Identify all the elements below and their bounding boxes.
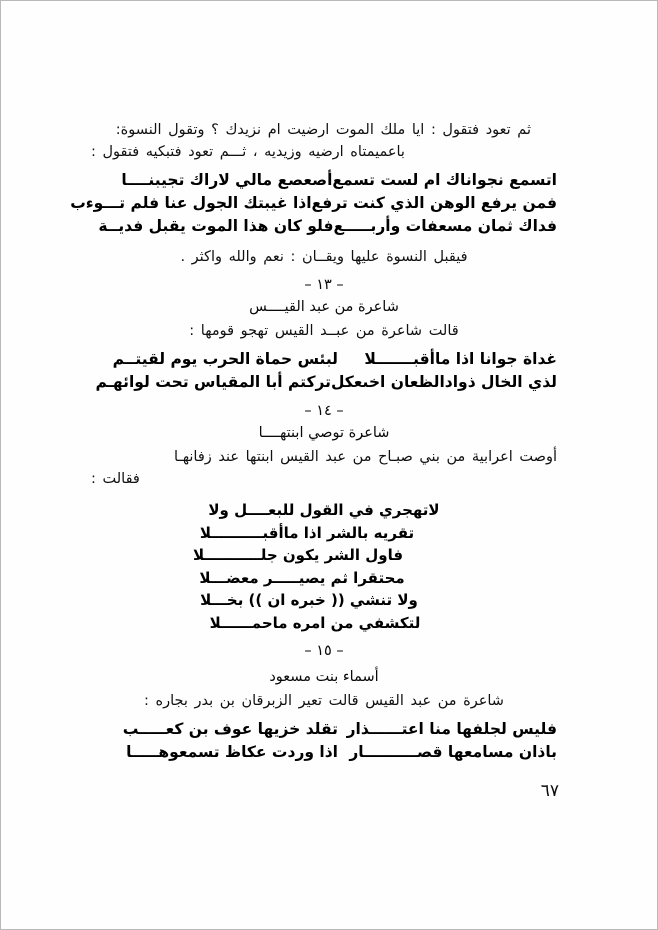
page-number: ٦٧ — [540, 781, 559, 801]
section-14-lead-1: أوصت اعرابية من بني صبـاح من عبد القيس ابنتها عند زفانهـا — [174, 449, 557, 465]
verse-row — [91, 215, 557, 238]
poem-line: فاول الشر يكون جلـــــــــــلا — [192, 546, 404, 564]
section-15-lead: شاعرة من عبد القيس قالت تعير الزبرقان بن بدر بجاره : — [144, 693, 504, 709]
section-title-13: شاعرة من عبد القيــــس — [249, 299, 399, 315]
hemistich-b: أصعصع مالي لاراك تجيبنــــا — [121, 171, 333, 189]
poem-line: تقريه بالشر اذا ماأقبــــــــــلا — [199, 523, 415, 542]
hemistich-a: لذي الخال ذوادالظعان اخىعكل — [330, 373, 557, 391]
poem-line: لاتهجري في القول للبعــــل ولا — [208, 501, 440, 519]
poem-advice — [91, 499, 557, 634]
verse-row — [91, 741, 557, 764]
hemistich-b: لبئس حماة الحرب يوم لقيتــم — [112, 350, 338, 368]
hemistich-a: غداة جوانا اذا ماأقبـــــــلا — [364, 350, 557, 368]
hemistich-b: اذا غيبتك الجول عنا فلم تـــوءب — [70, 194, 312, 212]
verse-row — [91, 169, 557, 192]
verse-row — [70, 192, 557, 215]
hemistich-a: فداك ثمان مسعفات وأربـــــع — [333, 217, 557, 235]
section-title-14: شاعرة توصي ابنتهــــا — [258, 425, 390, 441]
intro-line-2: باعميمتاه ارضيه وزيديه ، ثـــم تعود فتبكيه فتقول : — [91, 144, 405, 160]
closing-line-1: فيقبل النسوة عليها ويقــان : نعم والله واكثر . — [180, 249, 468, 265]
page-content — [70, 119, 557, 768]
verse-row — [91, 718, 557, 741]
section-13-lead: قالت شاعرة من عبــد القيس تهجو قومها : — [189, 323, 459, 339]
hemistich-b: تركتم أبا المقياس تحت لوائهـم — [95, 373, 331, 391]
verse-block-15 — [91, 718, 557, 764]
hemistich-a: اتسمع نجواناك ام لست تسمع — [332, 171, 557, 189]
verse-block-13 — [91, 348, 557, 394]
section-number-15: – ١٥ – — [304, 643, 344, 659]
hemistich-b: تقلد خزيها عوف بن كعـــــب — [122, 720, 338, 738]
hemistich-a: فمن يرفع الوهن الذي كنت ترفع — [311, 194, 557, 212]
hemistich-a: فليس لجلفها منا اعتــــــذار — [346, 720, 557, 738]
hemistich-b: اذا وردت عكاظ تسمعوهـــــا — [126, 743, 338, 761]
poem-line: ولا تنشي (( خبره ان )) بخـــلا — [200, 591, 418, 609]
verse-row — [91, 371, 557, 394]
poem-line: لتكشفي من امره ماحمــــــلا — [209, 613, 421, 632]
verse-block-intro — [70, 169, 557, 238]
section-number-14: – ١٤ – — [304, 403, 344, 419]
section-14-lead-2: فقالت : — [91, 471, 140, 487]
poem-line: محتقرا ثم يصيـــــر معضـــلا — [199, 568, 405, 587]
hemistich-b: فلو كان هذا الموت يقبل فديــة — [98, 217, 334, 235]
intro-line-1: ثم تعود فتقول : ايا ملك الموت ارضيت ام نزيدك ؟ وتقول النسوة: — [115, 122, 531, 138]
section-title-15: أسماء بنت مسعود — [269, 669, 379, 685]
verse-row — [91, 348, 557, 371]
section-number-13: – ١٣ – — [304, 277, 344, 293]
hemistich-a: باذان مسامعها قصــــــــــار — [349, 743, 557, 761]
